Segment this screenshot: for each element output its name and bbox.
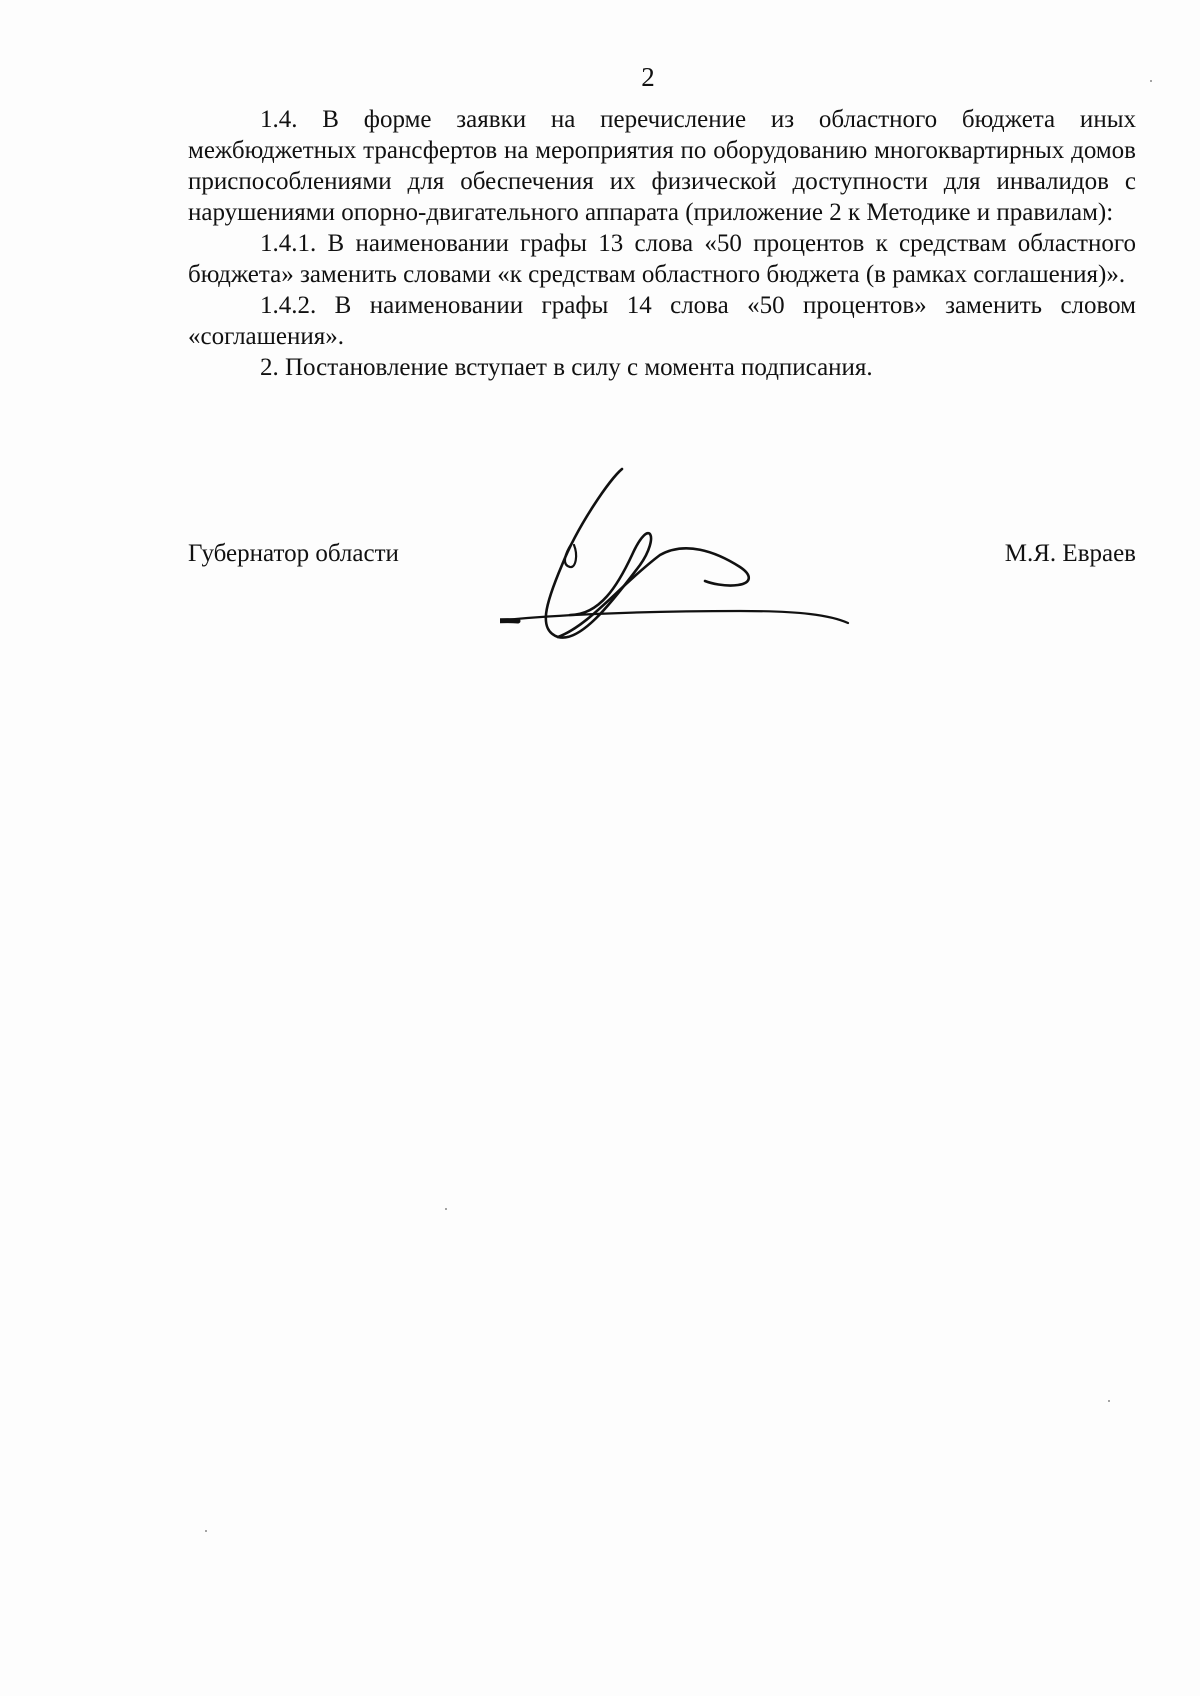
- document-body: [188, 104, 1136, 383]
- scan-speck: [205, 1530, 207, 1532]
- paragraph-1-4-1: 1.4.1. В наименовании графы 13 слова «50 процентов к средствам областного бюджета» заменить словами «к средствам областного бюджета (в рамках соглашения)».: [188, 230, 1136, 288]
- scan-speck: [445, 1208, 447, 1210]
- page-number: 2: [641, 62, 655, 92]
- handwritten-signature: [500, 455, 930, 680]
- paragraph-1-4-2: 1.4.2. В наименовании графы 14 слова «50 процентов» заменить словом «соглашения».: [188, 292, 1136, 350]
- signatory-title: Губернатор области: [188, 540, 399, 567]
- signatory-name: М.Я. Евраев: [1004, 540, 1136, 567]
- scan-speck: [1150, 80, 1152, 82]
- paragraph-2: 2. Постановление вступает в силу с момента подписания.: [260, 354, 873, 381]
- scan-speck: [1108, 1400, 1110, 1402]
- paragraph-1-4: 1.4. В форме заявки на перечисление из областного бюджета иных межбюджетных трансфертов на мероприятия по оборудованию многоквартирных домов приспособлениями для обеспечения их физической доступности для инвалидов с нарушениями опорно-двигательного аппарата (приложение 2 к Методике и правилам):: [188, 106, 1136, 226]
